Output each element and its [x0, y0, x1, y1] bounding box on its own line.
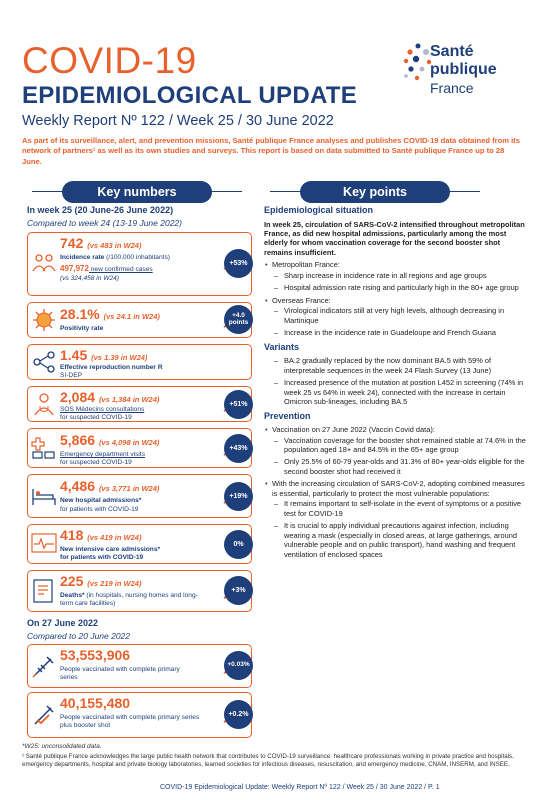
overseas-item-1: – Virological indicators still at very high levels, although decreasing in Martinique — [264, 306, 526, 325]
deaths-sublabel: (in hospitals, nursing homes and long-term care facilities) — [60, 592, 198, 607]
title-covid: COVID-19 — [22, 40, 197, 81]
incidence-value: 742 — [60, 235, 84, 251]
sante-publique-logo — [396, 38, 526, 108]
prevention-item-1: – Vaccination coverage for the booster shot remained stable at 74.6% in the population aged 18+ and 84.5% in the 65+ age group — [264, 436, 526, 455]
logo-text-sante: Santé — [430, 43, 474, 60]
positivity-label: Positivity rate — [60, 325, 104, 332]
sos-sublabel: for suspected COVID-19 — [60, 414, 132, 421]
key-numbers-heading: Key numbers — [62, 181, 212, 203]
hospital-bed-icon — [31, 483, 57, 509]
vacc-primary-value: 53,553,906 — [60, 647, 131, 663]
emergency-icon — [31, 435, 57, 461]
icu-label: New intensive care admissions* — [60, 546, 161, 553]
logo-text-publique: publique — [430, 61, 497, 78]
hospital-change: +19% — [224, 482, 253, 511]
key-points-content — [264, 205, 526, 562]
positivity-change: +4.0 points — [224, 305, 253, 334]
vacc-heading: On 27 June 2022 — [27, 618, 99, 628]
metro-label: • Metropolitan France: — [264, 260, 526, 269]
deaths-change: +3% — [224, 576, 253, 605]
emergency-vs: (vs 4,098 in W24) — [98, 438, 160, 447]
death-certificate-icon — [31, 578, 57, 604]
prevention-bullet-1: • Vaccination on 27 June 2022 (Vaccin Covid data): — [264, 425, 526, 434]
vacc-primary-change: +0.03% — [224, 651, 253, 680]
virus-icon — [31, 307, 57, 333]
prevention-bullet-2: • With the increasing circulation of SARS-CoV-2, adopting combined measures is essential, particularly to protect the most vulnerable populations: — [264, 479, 526, 498]
reproduction-value: 1.45 — [60, 347, 88, 363]
incidence-vs: (vs 483 in W24) — [87, 241, 142, 250]
vacc-booster-label: People vaccinated with complete primary series plus booster shot — [60, 714, 200, 729]
intro-paragraph: As part of its surveillance, alert, and prevention missions, Santé publique France analyses and publishes COVID-19 data obtained from its network of partners¹ as well as its own studies and surveys. This report is based on data submitted to Santé publique France up to 28 June. — [22, 136, 520, 166]
section-prevention: Prevention — [264, 410, 311, 421]
card-vaccinated-primary — [27, 644, 252, 688]
metro-item-2: – Hospital admission rate rising and particularly high in the 80+ age group — [264, 283, 526, 292]
card-sos-medecins — [27, 386, 252, 422]
sos-value: 2,084 — [60, 389, 96, 405]
emergency-value: 5,866 — [60, 432, 96, 448]
icu-vs: (vs 419 in W24) — [87, 533, 142, 542]
emergency-change: +43% — [224, 434, 253, 463]
positivity-vs: (vs 24.1 in W24) — [103, 312, 160, 321]
positivity-value: 28.1% — [60, 306, 100, 322]
key-points-heading: Key points — [300, 181, 450, 203]
hospital-vs: (vs 3,771 in W24) — [98, 484, 160, 493]
sos-label: SOS Médecins consultations — [60, 406, 145, 413]
variants-item-1: – BA.2 gradually replaced by the now dominant BA.5 with 59% of interpretable sequences in the week 24 Flash Survey (13 June) — [264, 356, 526, 375]
reproduction-label: Effective reproduction number R — [60, 364, 163, 371]
prevention-item-2: – Only 25.5% of 60-79 year-olds and 31.3% of 80+ year-olds eligible for the second booster shot had received it — [264, 457, 526, 476]
reproduction-source: SI-DEP — [60, 372, 82, 379]
title-epidemiological-update: EPIDEMIOLOGICAL UPDATE — [22, 82, 358, 109]
footnote-unconsolidated: *W25: unconsolidated data. — [22, 743, 102, 750]
emergency-label: Emergency department visits — [60, 451, 146, 458]
hospital-value: 4,486 — [60, 478, 96, 494]
people-icon — [31, 251, 57, 277]
emergency-sublabel: for suspected COVID-19 — [60, 459, 132, 466]
icu-sublabel: for patients with COVID-19 — [60, 554, 144, 561]
card-deaths — [27, 570, 252, 612]
card-positivity — [27, 302, 252, 338]
card-emergency — [27, 428, 252, 468]
hospital-sublabel: for patients with COVID-19 — [60, 506, 139, 513]
cases-vs: (vs 324,458 in W24) — [60, 275, 120, 282]
vacc-compare: Compared to 20 June 2022 — [27, 631, 131, 641]
hospital-label: New hospital admissions* — [60, 497, 142, 504]
overseas-label: • Overseas France: — [264, 296, 526, 305]
vacc-booster-change: +0.2% — [224, 700, 253, 729]
situation-lead: In week 25, circulation of SARS-CoV-2 intensified throughout metropolitan France, as did new hospital admissions, particularly among the most elderly for whom vaccination coverage for the second booster shot remains insufficient. — [264, 219, 525, 257]
network-icon — [31, 349, 57, 375]
prevention-item-3: – It remains important to self-isolate in the event of symptoms or a positive test for COVID-19 — [264, 499, 526, 518]
icu-value: 418 — [60, 527, 84, 543]
page-footer: COVID-19 Epidemiological Update: Weekly Report Nº 122 / Week 25 / 30 June 2022 / P. 1 — [160, 784, 440, 791]
prevention-item-4: – It is crucial to apply individual precautions against infection, including wearing a mask (especially in closed areas, at large gatherings, around vulnerable people and on public transport), hand washing and frequent ventilation of enclosed spaces — [264, 521, 526, 559]
overseas-item-2: – Increase in the incidence rate in Guadeloupe and French Guiana — [264, 328, 526, 337]
deaths-vs: (vs 219 in W24) — [87, 579, 142, 588]
week-compare: Compared to week 24 (13-19 June 2022) — [27, 218, 182, 228]
report-subtitle: Weekly Report Nº 122 / Week 25 / 30 June 2022 — [22, 113, 334, 129]
vacc-booster-value: 40,155,480 — [60, 695, 131, 711]
card-intensive-care — [27, 524, 252, 564]
card-reproduction — [27, 344, 252, 380]
sos-change: +51% — [224, 390, 253, 419]
card-vaccinated-booster — [27, 692, 252, 738]
vaccine-check-icon — [31, 702, 57, 728]
incidence-label-unit: (/100,000 inhabitants) — [104, 254, 170, 261]
card-hospital-admissions — [27, 474, 252, 518]
syringe-icon — [31, 653, 57, 679]
heartbeat-icon — [31, 531, 57, 557]
vacc-primary-label: People vaccinated with complete primary series — [60, 666, 180, 681]
icu-change: 0% — [224, 530, 253, 559]
incidence-change: +53% — [224, 249, 253, 278]
deaths-value: 225 — [60, 573, 84, 589]
section-variants: Variants — [264, 341, 300, 352]
incidence-label: Incidence rate — [60, 254, 105, 261]
logo-text-france: France — [430, 80, 474, 96]
footnote-acknowledgement: ¹ Santé publique France acknowledges the large public health network that contributes to COVID-19 surveillance: healthcare professionals working in private practice and hospitals, emergency departments, hospital and private biology laboratories, learned societies for infectious diseases, resuscitation, and emergency medicine, CNAM, INSERM, and INSEE. — [22, 753, 514, 769]
week-heading: In week 25 (20 June-26 June 2022) — [27, 205, 174, 215]
cases-value: 497,972 — [60, 264, 89, 273]
reproduction-vs: (vs 1.39 in W24) — [91, 353, 148, 362]
deaths-label: Deaths* — [60, 592, 85, 599]
card-incidence — [27, 232, 252, 296]
sos-vs: (vs 1,384 in W24) — [98, 395, 160, 404]
metro-item-1: – Sharp increase in incidence rate in all regions and age groups — [264, 271, 526, 280]
cases-label: new confirmed cases — [88, 266, 153, 273]
section-epidemiological-situation: Epidemiological situation — [264, 205, 374, 215]
doctor-icon — [31, 391, 57, 417]
variants-item-2: – Increased presence of the mutation at position L452 in screening (74% in week 25 vs 64% in week 24), connected with the increase in certain Omicron sub-lineages, including BA.5 — [264, 378, 526, 406]
